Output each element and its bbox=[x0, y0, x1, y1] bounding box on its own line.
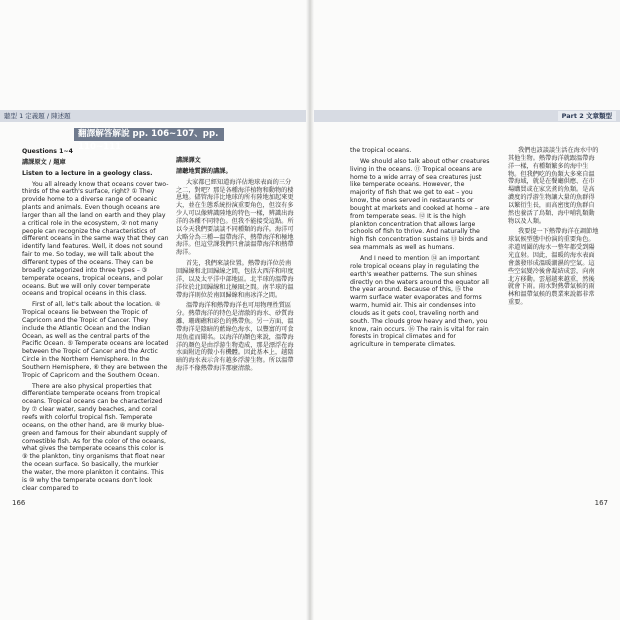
lecture-paragraph: We should also talk about other creatures living in the oceans. ⑪ Tropical oceans are home to a wide array of sea creatures just like temperate oceans. However, the majority of fish that we get to eat – you know, the ones served in restaurants or bought at markets and cooked at home – are from temperate seas. ⑫ It is the high plankton concentration that allows large schools of fish to thrive. And naturally the high fish concentration sustains ⑬ birds and sea mammals as well as humans. bbox=[350, 157, 490, 252]
lecture-paragraph: And I need to mention ⑭ an important role tropical oceans play in regulating the earth's weather patterns. The sun shines directly on the waters around the equator all the year around. Because of this, ⑮ the warm surface water evaporates and forms warm, humid air. This air condenses into clouds as it gets cool, traveling north and south. The clouds grow heavy and then, you know, rain occurs. ⑯ The rain is vital for rain forests in tropical climates and for agriculture in temperate climates. bbox=[350, 254, 489, 349]
answer-reference-label: 翻譯解答解說 pp. 106~107、pp. 110~111 bbox=[78, 129, 219, 152]
running-header-left: 聽型 1 定義題 / 陳述題 bbox=[4, 112, 71, 120]
translation-intro: 請聽地質課的講課。 bbox=[176, 167, 232, 175]
lecture-intro: Listen to a lecture in a geology class. bbox=[22, 169, 153, 177]
book-gutter bbox=[306, 0, 314, 620]
lecture-paragraph: First of all, let's talk about the location. ④ Tropical oceans lie between the Tropic of Capricorn and the Tropic of Cancer. They include the Atlantic Ocean and the Indian Ocean, as well as the central parts of the Pacific Ocean. ⑤ Temperate oceans are located between the Tropic of Cancer and the Arctic Circle in the Northern Hemisphere. In the Southern Hemisphere, ⑥ they are between the Tropic of Capricorn and the Southern Ocean. bbox=[22, 301, 169, 379]
translation-paragraph: 大家都已經知道海洋佔地球表面的三分之二，對吧？那是各種海洋植物和動物的棲息地。儘管海洋比地球的所有陸地加起來更大，並在生態系統扮演重要角色，但沒有多少人可以像辨識陸地的特色一樣，辨識出海洋的各種不同特色。但我不能接受這點。所以今天我們要談談不同種類的海洋。海洋可大略分為三種—溫帶海洋、熱帶海洋和極地海洋。但這堂課我們只會談溫帶海洋和熱帶海洋。 bbox=[176, 178, 294, 257]
translation-section-title: 講課譯文 bbox=[176, 157, 201, 164]
page-number-left: 166 bbox=[12, 499, 26, 507]
questions-heading: Questions 1~4 bbox=[22, 148, 73, 155]
translation-paragraph: 首先，我們來談位置。熱帶海洋位於南回歸線和北回歸線之間，包括大西洋和印度洋，以及太平洋中部地區。北半球的溫帶海洋位於北回歸線和北極圈之間。南半球的溫帶海洋則位於南回歸線和南冰洋之間。 bbox=[176, 260, 294, 299]
page-number-right: 167 bbox=[594, 499, 608, 507]
chinese-column-1 bbox=[176, 157, 296, 376]
lecture-paragraph: the tropical oceans. bbox=[350, 147, 412, 154]
running-header-right: Part 2 文章類型 bbox=[558, 111, 616, 121]
translation-paragraph: 我們也該談談生活在海水中的其他生物。熱帶海洋就跟溫帶海洋一樣，有種類繁多的海中生物。但我們吃的魚類大多來自溫帶海域，就是在餐廳供應、在市場購買或在家烹煮的魚類。是高濃度的浮游生物讓大量的魚群得以繁衍生長，而高密度的魚群自然也養活了鳥類、海中哺乳類動物以及人類。 bbox=[508, 147, 599, 225]
answer-reference-bar bbox=[74, 128, 224, 152]
english-column-2 bbox=[350, 147, 490, 352]
chinese-column-2 bbox=[508, 147, 600, 310]
translation-paragraph: 溫帶海洋和熱帶海洋也可用物理性質區分。熱帶海洋的特色是清澈的海水、砂質海灘、珊瑚礁和彩色的熱帶魚。另一方面，溫帶海洋是陰暗的藍綠色海水，以豐富的可食用魚產而聞名。以海洋的顏色來說，溫帶海洋的顏色是由浮游生物造成，那是漂浮在海水面附近的微小有機體。因此基本上，越陰暗的海水表示含有越多浮游生物。所以溫帶海洋不像熱帶海洋那麼清澈。 bbox=[176, 302, 294, 373]
lecture-section-title: 講課原文 / 題庫 bbox=[22, 158, 66, 166]
lecture-paragraph: There are also physical properties that differentiate temperate oceans from tropical oceans. Tropical oceans can be characterized by ⑦ clear water, sandy beaches, and coral reefs with colorful tropical fish. Temperate oceans, on the other hand, are ⑧ murky blue-green and famous for their abundant supply of comestible fish. As for the color of the oceans, what gives the temperate oceans this color is ⑨ the plankton, tiny organisms that float near the ocean surface. So basically, the murkier the water, the more plankton it contains. This is ⑩ why the temperate oceans don't look clear compared to bbox=[22, 382, 168, 492]
english-column-1 bbox=[22, 148, 169, 495]
lecture-paragraph: You all already know that oceans cover two-thirds of the earth's surface, right? ① They provide home to a diverse range of oceanic plants and animals. Even though oceans are larger than all the land on earth and they play a critical role in the ecosystem, ② not many people can recognize the characteristics of different oceans in the same way that they can identify land features. Well, it does not sound fair to me. So today, we will talk about the different types of the oceans. They can be broadly categorized into three types – ③ temperate oceans, tropical oceans, and polar oceans. But we will only cover temperate oceans and tropical oceans in this class. bbox=[22, 180, 169, 298]
translation-paragraph: 我要提一下熱帶海洋在調節地球氣候型態中扮演的重要角色。赤道周圍的海水一整年都受到陽光直射。因此，溫暖的海水表面會蒸發形成溫暖潮濕的空氣。這些空氣變冷後會凝結成雲，向南北方移動。雲層越來越重，然後就會下雨。雨水對熱帶氣候的雨林和溫帶氣候的農業來說都非常重要。 bbox=[508, 228, 599, 307]
